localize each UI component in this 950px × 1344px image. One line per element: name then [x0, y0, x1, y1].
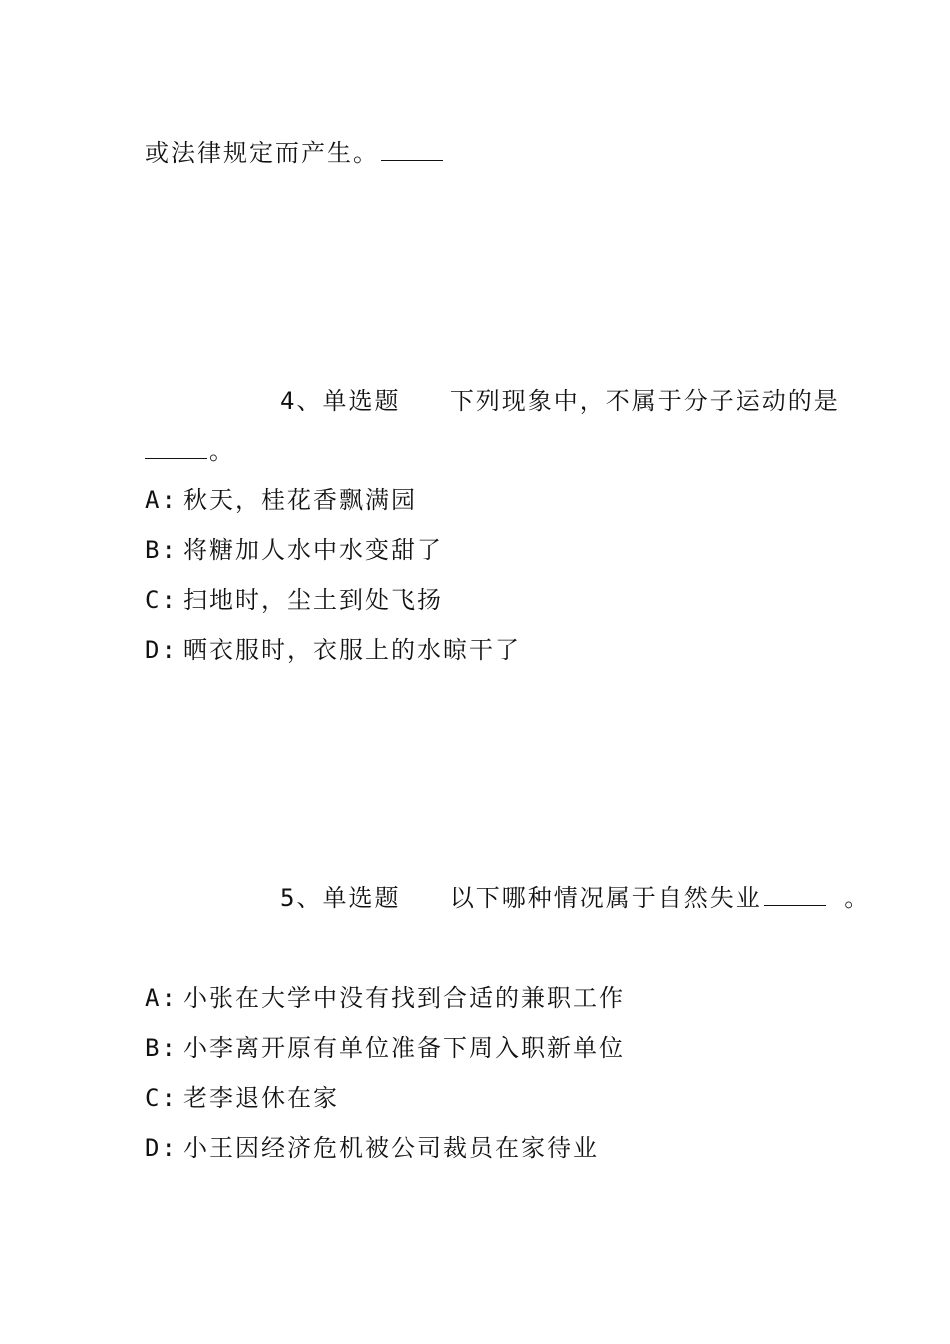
option-text: 小李离开原有单位准备下周入职新单位 [183, 1034, 625, 1062]
option-letter: D: [145, 1134, 178, 1162]
question-4-stem-end-line [145, 436, 235, 466]
option-letter: C: [145, 1084, 178, 1112]
question-5-stem-end: 。 [844, 884, 871, 912]
question-5-type: 单选题 [322, 884, 401, 912]
option-text: 扫地时，尘土到处飞扬 [183, 586, 443, 614]
option-letter: B: [145, 1034, 178, 1062]
answer-blank [381, 138, 443, 161]
continuation-line [145, 138, 445, 168]
option-letter: A: [145, 984, 178, 1012]
question-4-option-a [145, 485, 417, 515]
option-letter: A: [145, 486, 178, 514]
option-text: 将糖加人水中水变甜了 [183, 536, 443, 564]
option-letter: B: [145, 536, 178, 564]
option-text: 老李退休在家 [183, 1084, 339, 1112]
question-4-option-c [145, 585, 443, 615]
question-4-header [280, 386, 840, 416]
question-4-stem: 下列现象中，不属于分子运动的是 [449, 387, 840, 415]
answer-blank [764, 883, 826, 906]
option-text: 小张在大学中没有找到合适的兼职工作 [183, 984, 625, 1012]
option-letter: C: [145, 586, 178, 614]
option-text: 小王因经济危机被公司裁员在家待业 [183, 1134, 599, 1162]
answer-blank [145, 436, 207, 459]
question-4-number: 4、 [280, 387, 323, 415]
question-5-option-a [145, 983, 625, 1013]
question-5-stem: 以下哪种情况属于自然失业 [449, 884, 762, 912]
option-text: 晒衣服时，衣服上的水晾干了 [183, 636, 521, 664]
option-letter: D: [145, 636, 178, 664]
option-text: 秋天，桂花香飘满园 [183, 486, 417, 514]
question-4-option-b [145, 535, 443, 565]
question-4-stem-end: 。 [209, 437, 235, 465]
question-5-option-d [145, 1133, 599, 1163]
question-5-number: 5、 [280, 884, 323, 912]
question-4-type: 单选题 [322, 387, 401, 415]
question-5-option-c [145, 1083, 339, 1113]
question-5-option-b [145, 1033, 625, 1063]
question-5-header [280, 883, 870, 913]
continuation-text: 或法律规定而产生。 [145, 139, 379, 167]
question-4-option-d [145, 635, 521, 665]
